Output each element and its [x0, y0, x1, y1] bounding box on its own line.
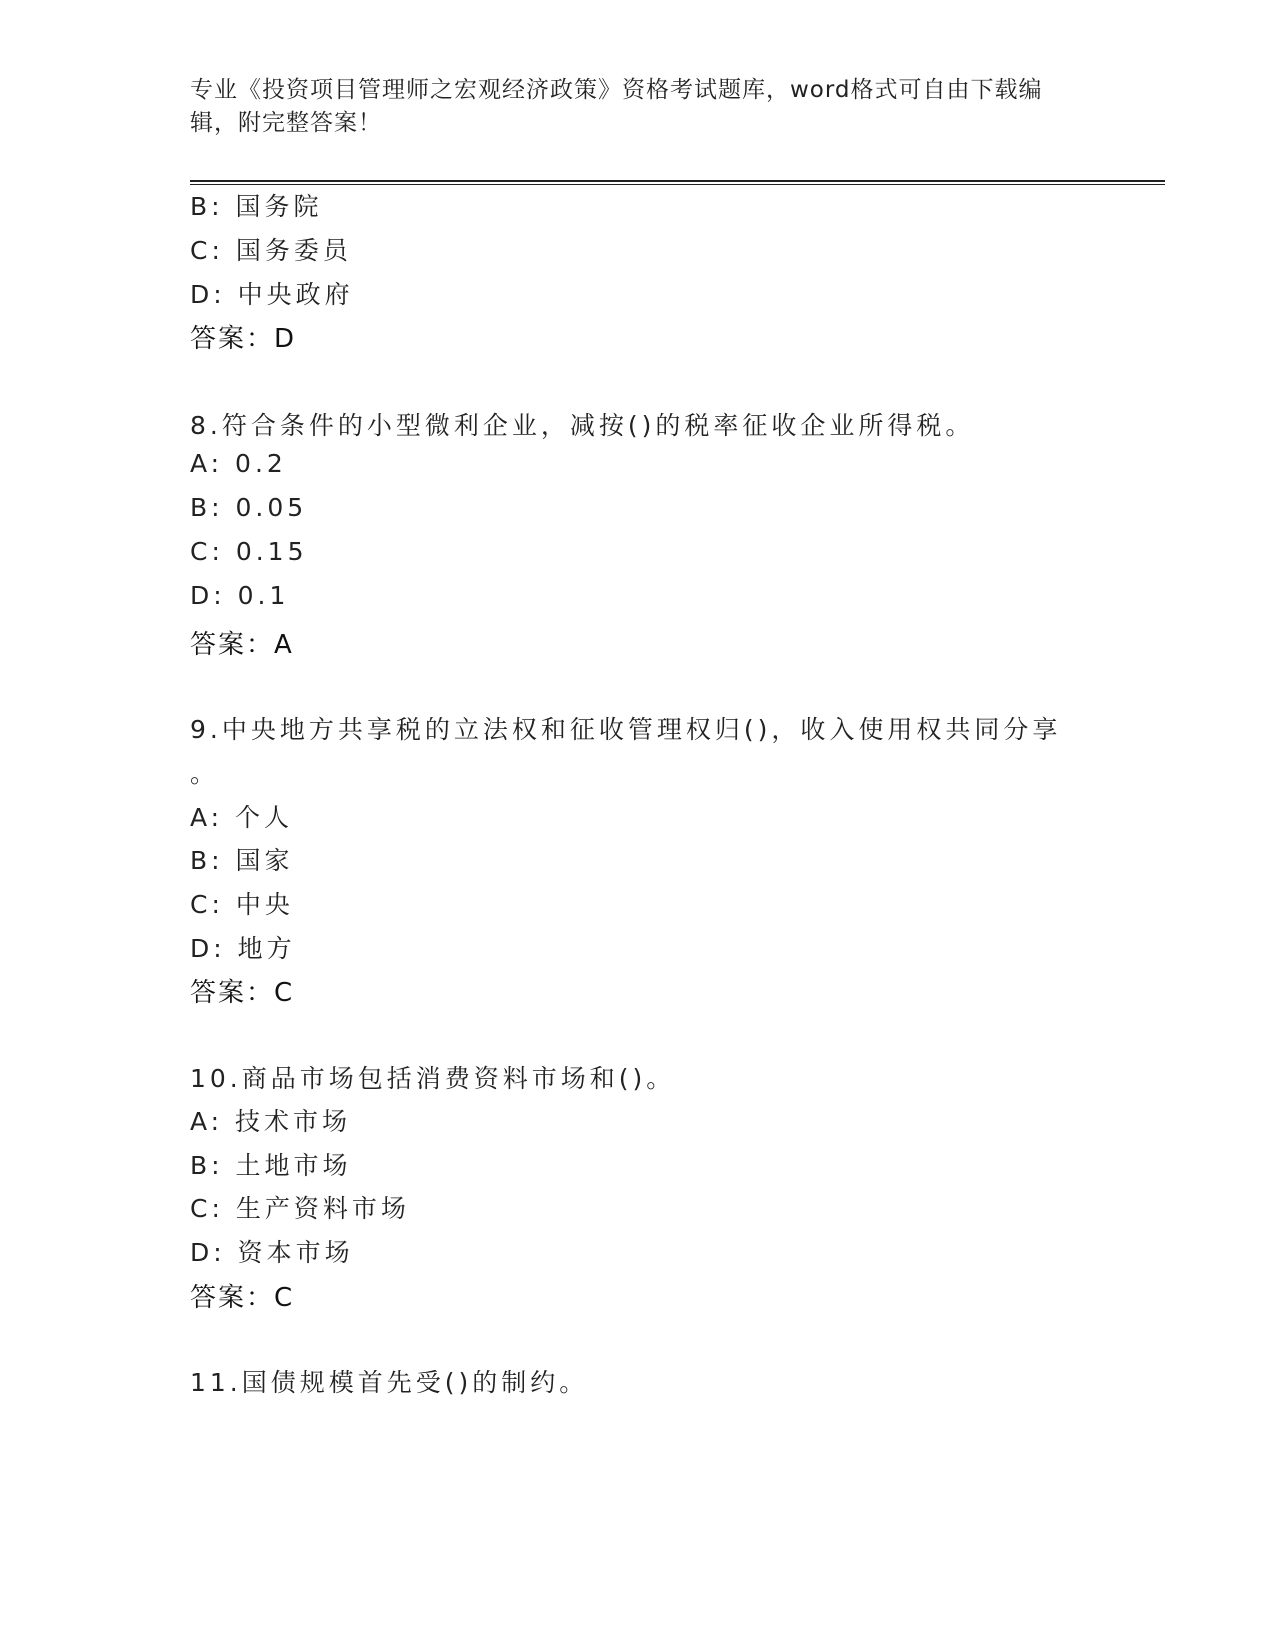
- option-d: D: 中央政府: [190, 280, 354, 309]
- question-11-stem: 11.国债规模首先受()的制约。: [190, 1368, 589, 1397]
- option-b: B: 国家: [190, 846, 294, 875]
- option-c: C: 生产资料市场: [190, 1194, 410, 1223]
- answer-line: 答案：D: [190, 324, 297, 354]
- option-b: B: 国务院: [190, 192, 323, 221]
- header-line-1: 专业《投资项目管理师之宏观经济政策》资格考试题库，word格式可自由下载编: [190, 77, 1043, 103]
- option-b: B: 土地市场: [190, 1151, 352, 1180]
- question-9-stem-continuation: 。: [190, 759, 220, 788]
- question-10-stem: 10.商品市场包括消费资料市场和()。: [190, 1064, 676, 1093]
- option-b: B: 0.05: [190, 493, 308, 522]
- answer-line: 答案：A: [190, 630, 294, 660]
- option-c: C: 中央: [190, 890, 294, 919]
- option-c: C: 国务委员: [190, 236, 352, 265]
- document-header: [190, 74, 1090, 140]
- option-a: A: 技术市场: [190, 1107, 352, 1136]
- header-line-2: 辑，附完整答案！: [190, 110, 382, 136]
- answer-line: 答案：C: [190, 1283, 295, 1313]
- option-d: D: 0.1: [190, 581, 290, 610]
- option-d: D: 地方: [190, 934, 296, 963]
- option-d: D: 资本市场: [190, 1238, 354, 1267]
- option-c: C: 0.15: [190, 537, 308, 566]
- answer-line: 答案：C: [190, 978, 295, 1008]
- question-9-stem: 9.中央地方共享税的立法权和征收管理权归()，收入使用权共同分享: [190, 715, 1062, 744]
- option-a: A: 0.2: [190, 449, 287, 478]
- header-divider: [190, 180, 1165, 185]
- option-a: A: 个人: [190, 803, 294, 832]
- question-8-stem: 8.符合条件的小型微利企业，减按()的税率征收企业所得税。: [190, 411, 975, 440]
